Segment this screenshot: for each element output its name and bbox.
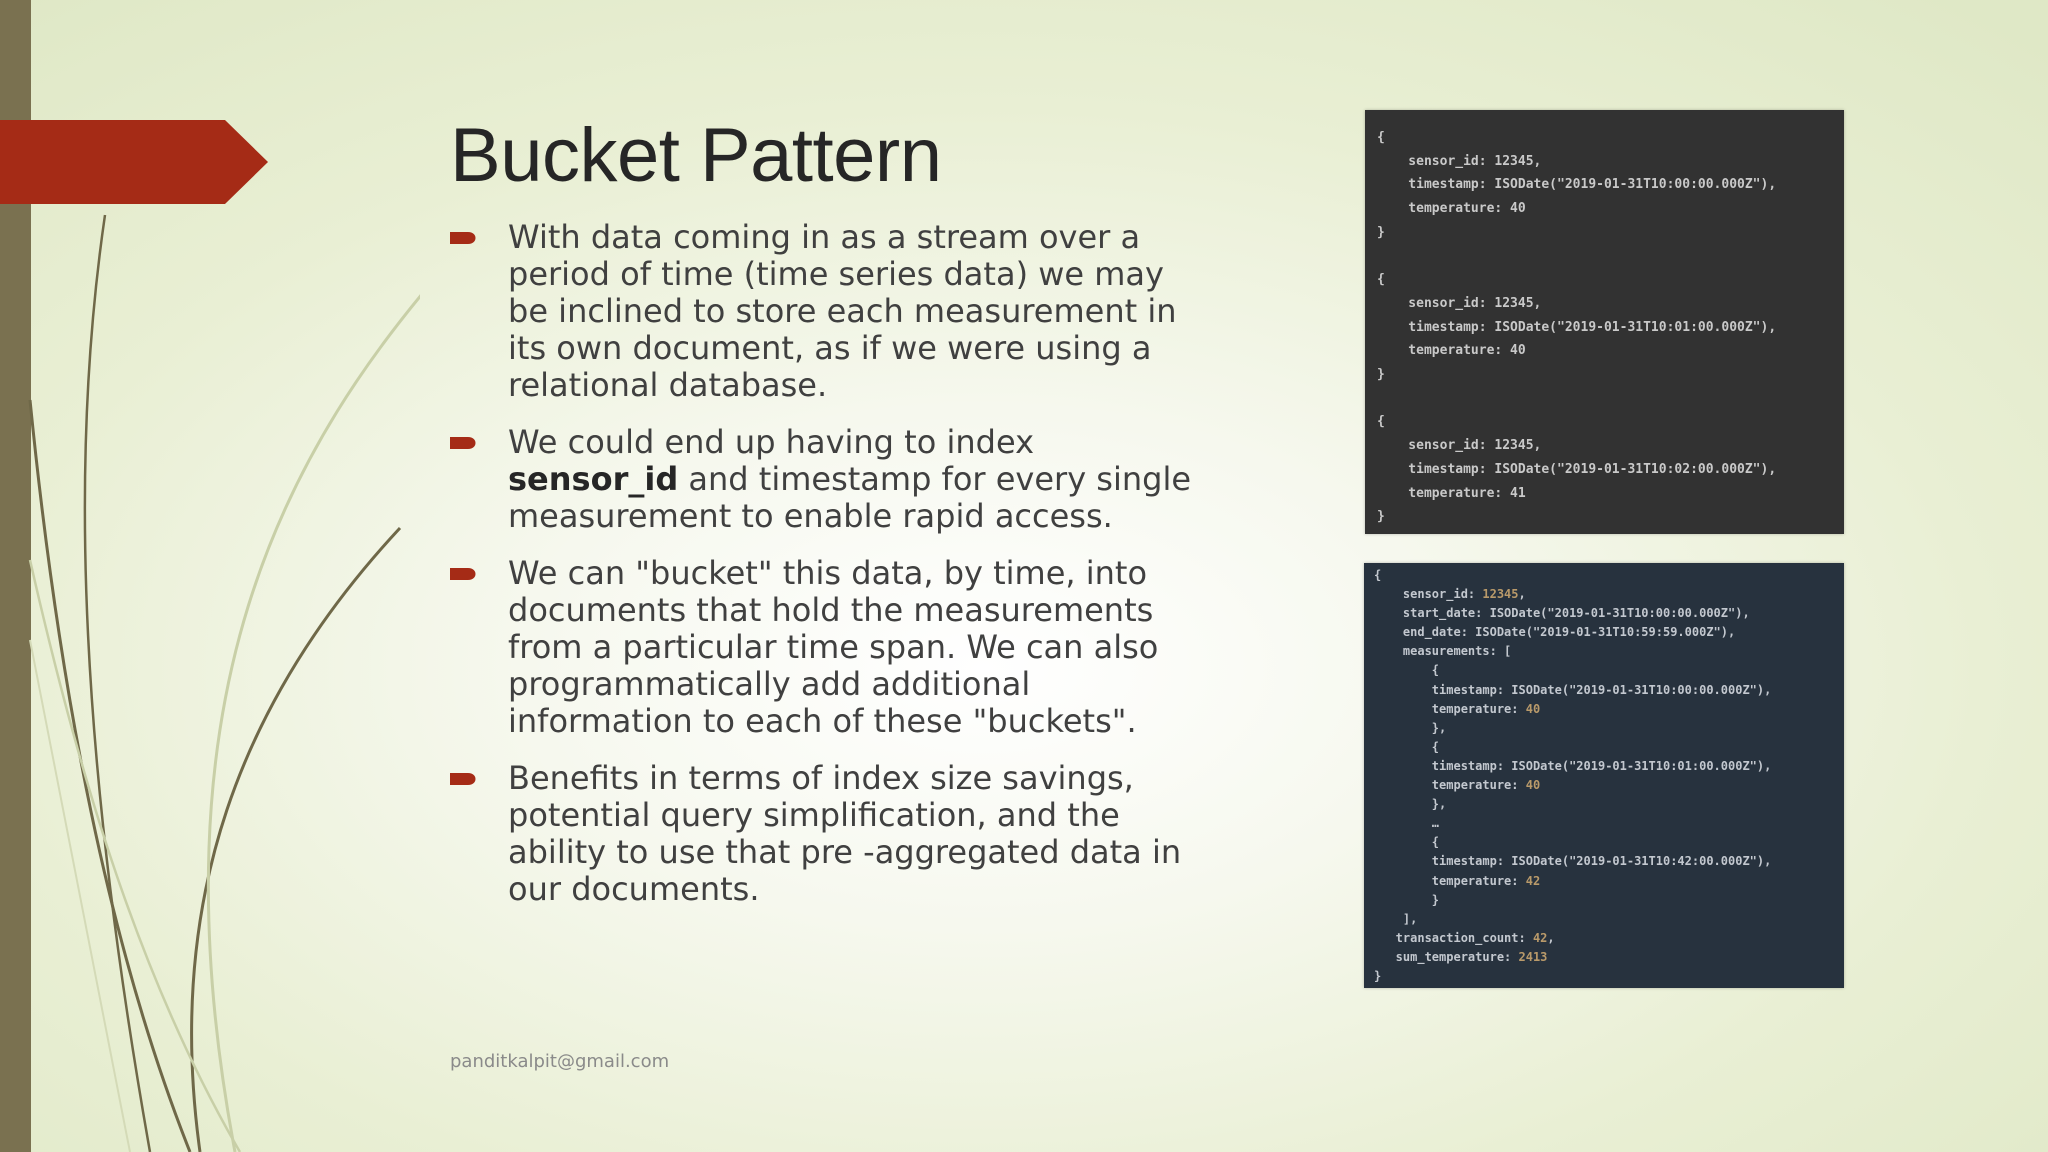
code-number-literal: 42 (1525, 873, 1541, 888)
code-number-literal: 40 (1525, 701, 1541, 716)
bullet-list (450, 219, 1210, 928)
bullet-item (450, 219, 1210, 404)
bullet-item (450, 555, 1210, 740)
code-number-literal: 12345 (1482, 587, 1519, 602)
code-block-bucket-document: { sensor_id: 12345, start_date: ISODate("2019-01-31T10:00:00.000Z"), end_date: ISODate("2019-01-31T10:59:59.000Z"), measurements: [ { timestamp: ISODate("2019-01-31T10:00:00.000Z"), temperature: 40 }, { timestamp: ISODate("2019-01-31T10:01:00.000Z"), temperature: 40 }, … { timestamp: ISODate("2019-01-31T10:42:00.000Z"), temperature: 42 } ], transaction_count: 42, sum_temperature: 2413 } (1364, 563, 1844, 988)
bullet-item (450, 424, 1210, 535)
bullet-text: Benefits in terms of index size savings, potential query simplification, and the ability to use that pre -aggregated data in our documents. (508, 759, 1182, 908)
bullet-bold-text: sensor_id (508, 460, 679, 498)
bullet-arrow-icon (450, 231, 480, 245)
bullet-item (450, 760, 1210, 908)
bullet-arrow-icon (450, 772, 480, 786)
bullet-text: We could end up having to index (508, 423, 1034, 461)
title-accent-arrow (0, 0, 270, 210)
code-number-literal: 42 (1532, 930, 1548, 945)
slide-title: Bucket Pattern (450, 113, 942, 198)
bullet-text: With data coming in as a stream over a period of time (time series data) we may be inclined to store each measurement in its own document, as if we were using a relational database. (508, 218, 1177, 404)
code-number-literal: 2413 (1518, 949, 1548, 964)
bullet-text: We can "bucket" this data, by time, into documents that hold the measurements from a particular time span. We can also programmatically add additional information to each of these "buckets". (508, 554, 1159, 740)
bullet-arrow-icon (450, 436, 480, 450)
bullet-text: and timestamp for every single measurement to enable rapid access. (508, 460, 1192, 535)
code-block-individual-documents: { sensor_id: 12345, timestamp: ISODate("2019-01-31T10:00:00.000Z"), temperature: 40 } { sensor_id: 12345, timestamp: ISODate("2019-01-31T10:01:00.000Z"), temperature: 40 } { sensor_id: 12345, timestamp: ISODate("2019-01-31T10:02:00.000Z"), temperature: 41 } (1365, 110, 1844, 534)
bullet-arrow-icon (450, 567, 480, 581)
footer-email: panditkalpit@gmail.com (450, 1051, 670, 1072)
code-number-literal: 40 (1525, 778, 1541, 793)
